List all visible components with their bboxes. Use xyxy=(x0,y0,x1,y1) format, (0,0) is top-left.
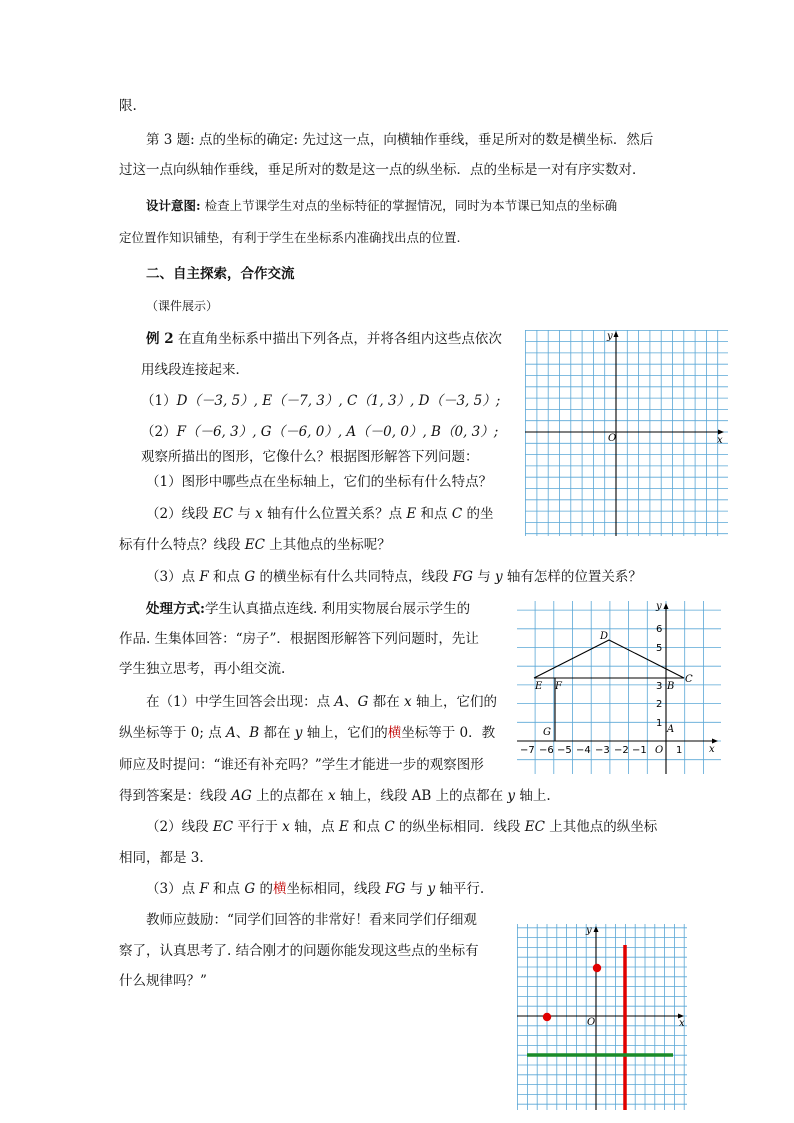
a2-part: 坐标等于 0．教 xyxy=(401,725,496,741)
y-axis-arrow-icon xyxy=(594,926,599,932)
q2-part: 上其他点的坐标呢？ xyxy=(264,537,391,553)
origin-label: O xyxy=(587,1017,596,1028)
coordinate-grid-3 xyxy=(517,924,687,1110)
question-2-line-1 xyxy=(146,505,493,523)
x-tick-label: −3 xyxy=(595,745,610,756)
point-label-b: B xyxy=(667,681,675,692)
c1-part: F xyxy=(199,881,209,897)
encourage-line-2: 察了，认真思考了. 结合刚才的问题你能发现这些点的坐标有 xyxy=(119,943,479,959)
x-tick-label: −2 xyxy=(614,745,629,756)
q3-part: （3）点 xyxy=(146,569,200,585)
example-points-1 xyxy=(141,392,500,410)
c1-part: y xyxy=(427,881,436,897)
coordinate-graph-house xyxy=(517,601,721,774)
q2-part: x xyxy=(255,506,263,522)
c1-part: （3）点 xyxy=(146,881,200,897)
x-tick-label: −7 xyxy=(520,745,535,756)
b1-part: x xyxy=(282,819,290,835)
method-line-2: 作品. 生集体回答：“房子”．根据图形解答下列问题时，先让 xyxy=(119,631,479,647)
c1-part: 与 xyxy=(405,881,428,897)
q3-part: G xyxy=(244,569,256,585)
red-point xyxy=(543,1013,551,1021)
y-tick-label: 6 xyxy=(656,624,663,635)
x-tick-label: −1 xyxy=(632,745,647,756)
a1-part: x xyxy=(404,694,412,710)
method-text: 学生认真描点连线. 利用实物展台展示学生的 xyxy=(204,601,471,617)
y-tick-label: 5 xyxy=(656,643,663,654)
section-heading: 二、自主探索，合作交流 xyxy=(146,266,295,282)
points-2-list: F（－6, 3）, G（－6, 0）, A（－0, 0）, B（0, 3）; xyxy=(176,424,499,440)
x-axis-label: x xyxy=(679,1018,685,1029)
origin-label: O xyxy=(608,433,617,444)
point-label-a: A xyxy=(667,724,675,735)
q2-part: 与 xyxy=(233,506,256,522)
b1-part: C xyxy=(384,819,395,835)
answer-2-line-2: 相同，都是 3. xyxy=(119,850,204,866)
point-label-e: E xyxy=(535,681,543,692)
method-line-3: 学生独立思考，再小组交流. xyxy=(119,661,286,677)
a1-part: G xyxy=(357,694,369,710)
q2-part: EC xyxy=(212,506,234,522)
answer-1-line-4 xyxy=(119,787,551,805)
points-1-num: （1） xyxy=(141,393,177,409)
a4-part: y xyxy=(507,788,516,804)
c1-part: G xyxy=(244,881,256,897)
x-tick-label: 1 xyxy=(676,745,683,756)
example-line-2: 用线段连接起来． xyxy=(141,362,249,378)
a2-part: 、 xyxy=(235,725,250,741)
a4-part: 轴上，线段 AB 上的点都在 xyxy=(335,788,508,804)
coordinate-grid-1 xyxy=(525,330,728,536)
point-label-c: C xyxy=(685,674,693,685)
answer-3 xyxy=(146,880,484,898)
q3-part: FG xyxy=(452,569,473,585)
point-label-d: D xyxy=(600,631,609,642)
b1-part: E xyxy=(338,819,349,835)
a2-part: 都在 xyxy=(259,725,295,741)
point-label-f: F xyxy=(555,681,562,692)
text-line-2: 第 3 题: 点的坐标的确定: 先过这一点，向横轴作垂线，垂足所对的数是横坐标．然后 xyxy=(146,132,654,148)
method-line-1 xyxy=(146,600,470,618)
q2-part: 轴有什么位置关系？点 xyxy=(262,506,407,522)
question-3 xyxy=(146,568,642,586)
point-label-g: G xyxy=(543,727,551,738)
q3-part: 轴有怎样的位置关系？ xyxy=(502,569,642,585)
b1-part: 上其他点的纵坐标 xyxy=(544,819,658,835)
design-intent-line xyxy=(146,197,617,215)
q3-part: 的横坐标有什么共同特点，线段 xyxy=(255,569,453,585)
grid-lines xyxy=(517,924,687,1110)
grid-lines xyxy=(525,330,728,536)
c1-part: 和点 xyxy=(208,881,245,897)
question-2-line-2 xyxy=(119,536,391,554)
q3-part: y xyxy=(495,569,503,585)
example-observe: 观察所描出的图形，它像什么？根据图形解答下列问题： xyxy=(141,449,479,465)
red-point xyxy=(593,964,601,972)
b1-part: （2）线段 xyxy=(146,819,213,835)
x-tick-label: −6 xyxy=(539,745,554,756)
example-points-2 xyxy=(141,423,498,441)
text-line-1: 限. xyxy=(119,98,137,114)
x-axis-arrow-icon xyxy=(718,430,724,435)
a4-part: 上的点都在 xyxy=(251,788,328,804)
c1-part: 的 xyxy=(255,881,273,897)
q2-part: 标有什么特点？线段 xyxy=(119,537,245,553)
points-1-list: D（－3, 5）, E（－7, 3）, C（1, 3）, D（－3, 5）; xyxy=(176,393,501,409)
q3-part: 与 xyxy=(472,569,495,585)
y-tick-label: 3 xyxy=(656,681,663,692)
design-intent-label: 设计意图: xyxy=(146,198,201,213)
b1-part: 平行于 xyxy=(233,819,283,835)
c1-part: 轴平行. xyxy=(435,881,485,897)
courseware-note: （课件展示） xyxy=(146,299,219,313)
a2-part: 纵坐标等于 0; 点 xyxy=(119,725,227,741)
a4-part: AG xyxy=(231,788,252,804)
method-label: 处理方式: xyxy=(146,601,205,617)
y-tick-label: 1 xyxy=(656,718,663,729)
points-2-num: （2） xyxy=(141,424,177,440)
a1-part: 都在 xyxy=(368,694,405,710)
a1-part: 轴上，它们的 xyxy=(411,694,497,710)
x-axis-arrow-icon xyxy=(712,739,718,744)
a4-part: 轴上. xyxy=(515,788,551,804)
answer-1-line-2 xyxy=(119,724,495,742)
text-line-3: 过这一点向纵轴作垂线，垂足所对的数是这一点的纵坐标．点的坐标是一对有序实数对． xyxy=(119,162,646,178)
encourage-line-3: 什么规律吗？” xyxy=(119,973,207,989)
answer-1-line-1 xyxy=(146,693,497,711)
x-axis-label: x xyxy=(717,435,723,446)
a4-part: 得到答案是：线段 xyxy=(119,788,232,804)
x-axis-label: x xyxy=(709,744,715,755)
y-axis-arrow-icon xyxy=(664,603,669,609)
a2-part: y xyxy=(294,725,303,741)
answer-2-line-1 xyxy=(146,818,657,836)
q2-part: EC xyxy=(244,537,265,553)
a1-part: 在（1）中学生回答会出现：点 xyxy=(146,694,335,710)
c1-part: 坐标相同，线段 xyxy=(286,881,386,897)
a2-part: 轴上，它们的 xyxy=(302,725,388,741)
answer-1-line-3: 师应及时提问：“谁还有补充吗？”学生才能进一步的观察图形 xyxy=(119,757,484,773)
question-1: （1）图形中哪些点在坐标轴上，它们的坐标有什么特点？ xyxy=(146,474,493,490)
y-axis-label: y xyxy=(607,331,613,342)
x-tick-label: −5 xyxy=(557,745,572,756)
b1-part: 的纵坐标相同．线段 xyxy=(394,819,525,835)
b1-part: EC xyxy=(524,819,545,835)
q2-part: E xyxy=(406,506,417,522)
text-line-5: 定位置作知识铺垫，有利于学生在坐标系内准确找出点的位置. xyxy=(119,230,461,245)
a1-part: 、 xyxy=(344,694,358,710)
x-tick-label: −4 xyxy=(576,745,591,756)
example-text: 在直角坐标系中描出下列各点，并将各组内这些点依次 xyxy=(173,331,502,347)
q3-part: F xyxy=(199,569,209,585)
y-tick-label: 2 xyxy=(656,699,663,710)
y-axis-arrow-icon xyxy=(614,331,619,337)
b1-part: 和点 xyxy=(348,819,385,835)
y-axis-label: y xyxy=(586,925,592,936)
q2-part: C xyxy=(451,506,463,522)
example-line-1 xyxy=(146,330,502,348)
a1-part: A xyxy=(334,694,345,710)
q3-part: 和点 xyxy=(208,569,245,585)
q2-part: 和点 xyxy=(416,506,452,522)
example-label: 例 2 xyxy=(146,331,174,347)
q2-part: （2）线段 xyxy=(146,506,213,522)
c1-part: FG xyxy=(385,881,406,897)
y-axis-label: y xyxy=(656,601,662,612)
a2-part: A xyxy=(226,725,236,741)
a4-part: x xyxy=(327,788,336,804)
a2-part: 横 xyxy=(387,725,402,741)
b1-part: EC xyxy=(212,819,234,835)
q2-part: 的坐 xyxy=(462,506,494,522)
b1-part: 轴，点 xyxy=(289,819,339,835)
design-intent-text: 检查上节课学生对点的坐标特征的掌握情况，同时为本节课已知点的坐标确 xyxy=(200,198,618,213)
encourage-line-1: 教师应鼓励：“同学们回答的非常好！看来同学们仔细观 xyxy=(146,912,477,928)
origin-label: O xyxy=(655,745,664,756)
c1-part: 横 xyxy=(272,881,287,897)
a2-part: B xyxy=(249,725,260,741)
